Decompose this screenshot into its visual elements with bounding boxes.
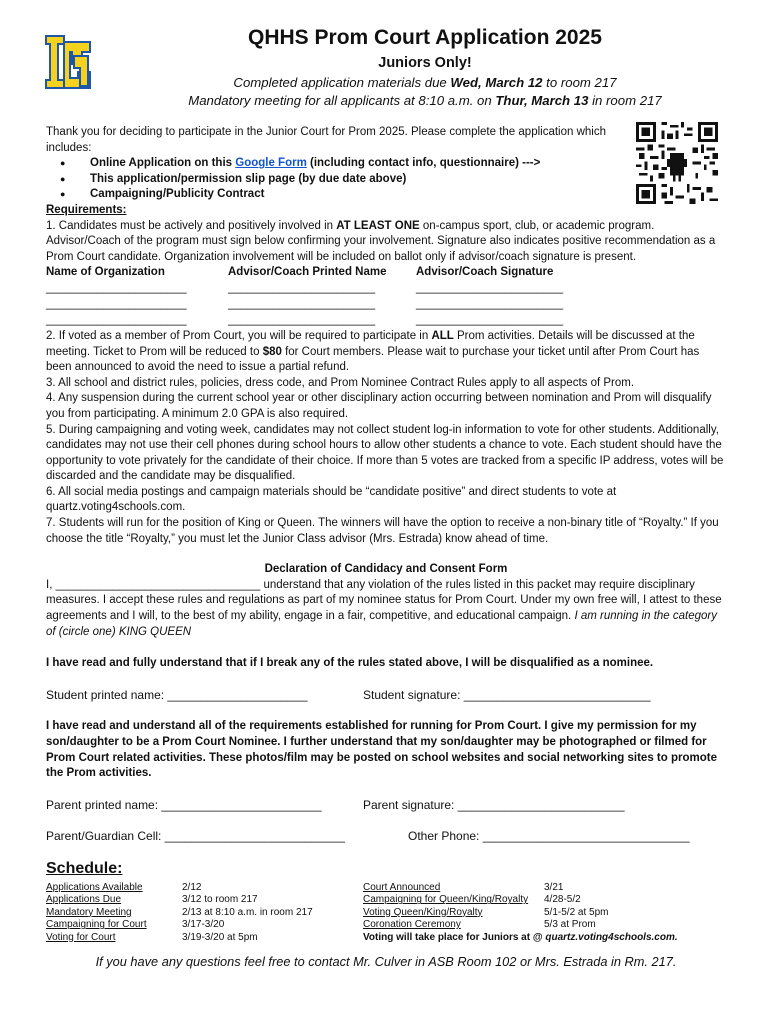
parent-name-field[interactable]: Parent printed name: ________________________ <box>46 797 322 812</box>
bullet-list <box>46 156 726 203</box>
declaration-heading: Declaration of Candidacy and Consent Form <box>264 563 508 576</box>
advisor-sig-blank-2[interactable]: _______________________ <box>416 297 564 310</box>
student-signature-field[interactable]: Student signature: ____________________________ <box>363 687 651 702</box>
phone-fields <box>46 829 726 845</box>
schedule-label: Voting for Court <box>46 931 116 943</box>
org-blank-1[interactable]: ______________________ <box>46 281 187 294</box>
requirements-heading: Requirements: <box>46 203 127 216</box>
page-title: QHHS Prom Court Application 2025 <box>248 26 602 49</box>
school-logo <box>44 34 92 90</box>
schedule-label: Applications Available <box>46 881 143 893</box>
schedule-heading: Schedule: <box>46 859 123 877</box>
parent-cell-field[interactable]: Parent/Guardian Cell: ___________________________ <box>46 829 345 844</box>
bullet-permission-slip: ● This application/permission slip page (by due date above) <box>46 172 726 188</box>
footer-contact: If you have any questions feel free to contact Mr. Culver in ASB Room 102 or Mrs. Estrada in Rm. 217. <box>95 954 677 969</box>
schedule-date: 3/21 <box>544 881 564 893</box>
schedule-label: Voting Queen/King/Royalty <box>363 906 483 918</box>
page-subtitle: Juniors Only! <box>378 55 472 71</box>
requirement-7: 7. Students will run for the position of King or Queen. The winners will have the option to receive a non-binary title of “Royalty.” If you choose the title “Royalty,” you must let the Junior Class advisor (Mrs. Estrada) know ahead of time. <box>46 517 719 545</box>
requirement-1: 1. Candidates must be actively and positively involved in AT LEAST ONE on-campus sport, club, or academic program. Advisor/Coach of the program must sign below confirming your involvement. Signature also indicates positive recommendation as a Prom Court candidate. Organization involvement will be included on ballot only if advisor/coach signature is present. <box>46 219 716 263</box>
schedule-date: 2/12 <box>182 881 202 893</box>
advisor-sig-blank-3[interactable]: _______________________ <box>416 313 564 326</box>
schedule-table <box>46 882 726 944</box>
schedule-label: Mandatory Meeting <box>46 906 132 918</box>
col-advisor-signature-header: Advisor/Coach Signature <box>416 266 554 279</box>
schedule-date: 2/13 at 8:10 a.m. in room 217 <box>182 906 313 918</box>
bullet-campaign-contract: ● Campaigning/Publicity Contract <box>46 187 726 203</box>
bullet-online-application: ● Online Application on this Google Form (including contact info, questionnaire) ---> <box>46 156 726 172</box>
schedule-label: Applications Due <box>46 894 122 906</box>
requirement-2: 2. If voted as a member of Prom Court, you will be required to participate in ALL Prom activities. Details will be discussed at the meeting. Ticket to Prom will be reduced to $80 for Court members. Please wait to purchase your ticket until after Prom Court has been announced to avoid the need to issue a partial refund. <box>46 329 700 374</box>
col-organization-header: Name of Organization <box>46 266 165 279</box>
declaration-text: I, ________________________________ understand that any violation of the rules listed in this packet may require disciplinary measures. I accept these rules and regulations as part of my nominee status for Prom Court. Under my own free will, I attest to these agreements and I will, to the best of my ability, engage in a fair, competitive, and educational campaign. I am running in the category of (circle one) KING QUEEN <box>46 578 722 638</box>
document-body <box>46 125 726 970</box>
disqualification-statement: I have read and fully understand that if I break any of the rules stated above, I will be disqualified as a nominee. <box>46 657 654 670</box>
schedule-date: 5/1-5/2 at 5pm <box>544 906 609 918</box>
schedule-label: Campaigning for Queen/King/Royalty <box>363 894 529 906</box>
intro-text: Thank you for deciding to participate in the Junior Court for Prom 2025. Please complete the application which includes: <box>46 126 606 154</box>
advisor-name-blank-2[interactable]: _______________________ <box>228 297 376 310</box>
schedule-date: 3/12 to room 217 <box>182 894 258 906</box>
schedule-date: 3/19-3/20 at 5pm <box>182 931 258 943</box>
schedule-label: Campaigning for Court <box>46 919 147 931</box>
advisor-sig-blank-1[interactable]: _______________________ <box>416 281 564 294</box>
due-date-line: Completed application materials due Wed, March 12 to room 217 <box>233 75 617 90</box>
schedule-label: Court Announced <box>363 881 441 893</box>
other-phone-field[interactable]: Other Phone: _______________________________ <box>408 829 690 844</box>
parent-permission-text: I have read and understand all of the requirements established for running for Prom Court. I give my permission for my son/daughter to be a Prom Court Nominee. I further understand that my son/daughter may be photographed or filmed for Prom Court related activities. These photos/film may be posted on school websites and social networking sites to promote the Prom activities. <box>46 720 717 780</box>
organization-table <box>46 265 726 329</box>
parent-signature-field[interactable]: Parent signature: _________________________ <box>363 797 625 812</box>
requirement-4: 4. Any suspension during the current school year or other disciplinary action occurring between nomination and Prom will disqualify you from participating. A minimum 2.0 GPA is also required. <box>46 392 712 420</box>
advisor-name-blank-1[interactable]: _______________________ <box>228 281 376 294</box>
advisor-name-blank-3[interactable]: _______________________ <box>228 313 376 326</box>
google-form-link[interactable]: Google Form <box>235 157 307 170</box>
schedule-date: 3/17-3/20 <box>182 919 225 931</box>
student-fields <box>46 688 726 704</box>
category-choice[interactable]: I am running in the category of (circle one) KING QUEEN <box>46 610 718 638</box>
student-name-field[interactable]: Student printed name: _____________________ <box>46 687 308 702</box>
org-blank-3[interactable]: ______________________ <box>46 313 187 326</box>
requirement-3: 3. All school and district rules, policies, dress code, and Prom Nominee Contract Rules apply to all aspects of Prom. <box>46 376 635 389</box>
voting-note: Voting will take place for Juniors at @ quartz.voting4schools.com. <box>363 931 678 943</box>
schedule-date: 4/28-5/2 <box>544 894 581 906</box>
meeting-line: Mandatory meeting for all applicants at 8:10 a.m. on Thur, March 13 in room 217 <box>188 93 662 108</box>
parent-fields <box>46 798 726 814</box>
schedule-label: Coronation Ceremony <box>363 919 461 931</box>
requirement-5: 5. During campaigning and voting week, candidates may not collect student log-in information to vote for other students. Additionally, candidates may not use their cell phones during school hours to allow other students a chance to vote. Each student should have the opportunity to vote privately for the candidate of their choice. If more than 5 votes are tracked from a specific IP address, votes will be discarded and the candidate may be disqualified. <box>46 423 724 483</box>
col-advisor-name-header: Advisor/Coach Printed Name <box>228 266 387 279</box>
schedule-date: 5/3 at Prom <box>544 919 596 931</box>
voting-site-link[interactable]: quartz.voting4schools.com. <box>545 931 678 943</box>
org-blank-2[interactable]: ______________________ <box>46 297 187 310</box>
requirement-6: 6. All social media postings and campaign materials should be “candidate positive” and direct students to vote at quartz.voting4schools.com. <box>46 485 617 514</box>
